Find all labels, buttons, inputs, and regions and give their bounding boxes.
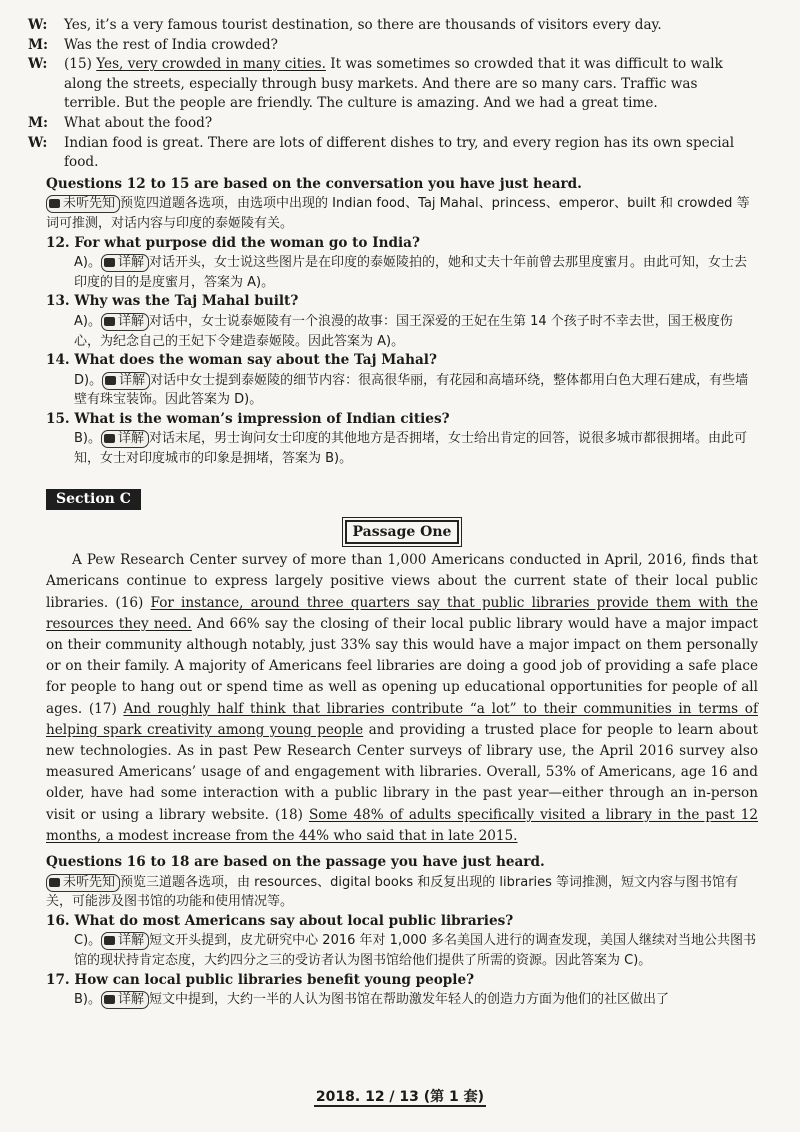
- book-icon: [104, 995, 115, 1004]
- question-item: [46, 912, 758, 971]
- dialogue-line: M: What about the food?: [46, 114, 758, 134]
- answer-explanation: B)。 详解 短文中提到，大约一半的人认为图书馆在帮助激发年轻人的创造力方面为他们的社区做出了: [74, 992, 670, 1008]
- dialogue-line: M: Was the rest of India crowded?: [46, 36, 758, 56]
- preview-note: 未听先知 预览四道题各选项，由选项中出现的 Indian food、Taj Mahal、princess、emperor、built 和 crowded 等词可推测，对话内容与印度的泰姬陵有关。: [46, 196, 750, 231]
- preview-tag: 未听先知: [46, 195, 120, 213]
- answer-choice: A)。: [74, 313, 101, 329]
- answer-underline: Some 48% of adults specifically visited a library in the past 12 months, a modest increase from the 44% who said that in late 2015.: [46, 806, 758, 844]
- question-text: 16. What do most Americans say about local public libraries?: [46, 912, 514, 929]
- answer-explanation: B)。 详解 对话末尾，男士询问女士印度的其他地方是否拥堵，女士给出肯定的回答，说很多城市都很拥堵。由此可知，女士对印度城市的印象是拥堵，答案为 B)。: [74, 431, 748, 467]
- detail-tag: 详解: [101, 991, 149, 1009]
- answer-choice: C)。: [74, 933, 102, 949]
- detail-tag: 详解: [101, 313, 149, 331]
- detail-tag: 详解: [102, 372, 150, 390]
- book-icon: [49, 199, 60, 208]
- detail-tag: 详解: [101, 430, 149, 448]
- speaker: M:: [28, 114, 49, 131]
- preview-tag: 未听先知: [46, 874, 120, 892]
- exam-page: [28, 16, 759, 1010]
- answer-explanation: A)。 详解 对话开头，女士说这些图片是在印度的泰姬陵拍的，她和丈夫十年前曾去那里度蜜月。由此可知，女士去印度的目的是度蜜月，答案为 A)。: [74, 255, 747, 290]
- question-text: 12. For what purpose did the woman go to India?: [46, 234, 420, 251]
- answer-choice: B)。: [74, 431, 101, 447]
- passage-title: Passage One: [345, 520, 460, 544]
- questions-heading: Questions 12 to 15 are based on the conversation you have just heard.: [46, 175, 582, 192]
- question-text: 17. How can local public libraries benefit young people?: [46, 971, 475, 988]
- answer-underline: And roughly half think that libraries contribute “a lot” to their communities in terms of helping spark creativity among young people: [46, 700, 758, 738]
- question-item: [46, 971, 758, 1010]
- answer-choice: B)。: [74, 992, 101, 1008]
- dialogue: [28, 16, 758, 173]
- answer-underline: Yes, very crowded in many cities.: [96, 56, 326, 73]
- book-icon: [104, 936, 115, 945]
- answer-choice: A)。: [74, 255, 101, 271]
- dialogue-line: W: Yes, it’s a very famous tourist destination, so there are thousands of visitors every day.: [46, 16, 758, 36]
- answer-underline: For instance, around three quarters say that public libraries provide them with the resources they need.: [46, 594, 759, 632]
- passage-text: A Pew Research Center survey of more than 1,000 Americans conducted in April, 2016, finds that Americans continue to express largely positive views about the current state of their local public libraries. (16) For instance, around three quarters say that public libraries provide them with the resources they need. And 66% say the closing of their local public library would have a major impact on their community although notably, just 33% say this would have a major impact on them personally or on their family. A majority of Americans feel libraries are doing a good job of providing a safe place for people to hang out or spend time as well as opening up educational opportunities for people of all ages. (17) And roughly half think that libraries contribute “a lot” to their communities in terms of helping spark creativity among young people and providing a trusted place for people to learn about new technologies. As in past Pew Research Center surveys of library use, the April 2016 survey also measured Americans’ usage of and engagement with libraries. Overall, 53% of Americans, age 16 and older, have had some interaction with a public library in the past year—either through an in-person visit or using a library website. (18) Some 48% of adults specifically visited a library in the past 12 months, a modest increase from the 44% who said that in late 2015.: [46, 552, 759, 844]
- dialogue-line: W: Indian food is great. There are lots of different dishes to try, and every region has its own special food.: [28, 134, 735, 171]
- book-icon: [104, 258, 115, 267]
- question-item: [46, 410, 758, 469]
- answer-explanation: C)。 详解 短文开头提到，皮尤研究中心 2016 年对 1,000 多名美国人进行的调查发现，美国人继续对当地公共图书馆的现状持肯定态度，大约四分之三的受访者认为图书馆给他们提供了所需的资源。因此答案为 C)。: [74, 933, 757, 969]
- book-icon: [104, 434, 115, 443]
- answer-choice: D)。: [74, 372, 103, 388]
- section-label: Section C: [46, 489, 141, 511]
- speaker: M:: [28, 36, 49, 53]
- detail-tag: 详解: [101, 932, 149, 950]
- speaker: W:: [28, 134, 48, 151]
- question-item: [46, 292, 758, 351]
- dialogue-line: W: (15) Yes, very crowded in many cities. It was sometimes so crowded that it was difficult to walk along the streets, especially through busy markets. And there are so many cars. Traffic was terrible. But the people are friendly. The culture is amazing. And we had a great time.: [28, 56, 723, 112]
- question-text: 15. What is the woman’s impression of Indian cities?: [46, 410, 450, 427]
- preview-note: 未听先知 预览三道题各选项，由 resources、digital books 和反复出现的 libraries 等词推测，短文内容与图书馆有关，可能涉及图书馆的功能和使用情况等。: [46, 874, 739, 910]
- question-text: 14. What does the woman say about the Taj Mahal?: [46, 352, 437, 369]
- question-item: [46, 351, 758, 410]
- questions-heading: Questions 16 to 18 are based on the passage you have just heard.: [46, 854, 545, 871]
- page-number: 2018. 12 / 13 (第 1 套): [315, 1089, 485, 1105]
- book-icon: [104, 317, 115, 326]
- page-footer: [0, 1088, 800, 1108]
- question-text: 13. Why was the Taj Mahal built?: [46, 293, 299, 310]
- answer-explanation: D)。 详解 对话中女士提到泰姬陵的细节内容：很高很华丽，有花园和高墙环绕，整体都用白色大理石建成，有些墙壁有珠宝装饰。因此答案为 D)。: [74, 372, 749, 408]
- answer-explanation: A)。 详解 对话中，女士说泰姬陵有一个浪漫的故事：国王深爱的王妃在生第 14 个孩子时不幸去世，国王极度伤心，为纪念自己的王妃下令建造泰姬陵。因此答案为 A)。: [74, 313, 733, 349]
- book-icon: [49, 878, 60, 887]
- speaker: W:: [28, 56, 48, 73]
- detail-tag: 详解: [101, 254, 149, 272]
- book-icon: [105, 376, 116, 385]
- speaker: W:: [28, 17, 48, 33]
- question-item: [46, 234, 758, 293]
